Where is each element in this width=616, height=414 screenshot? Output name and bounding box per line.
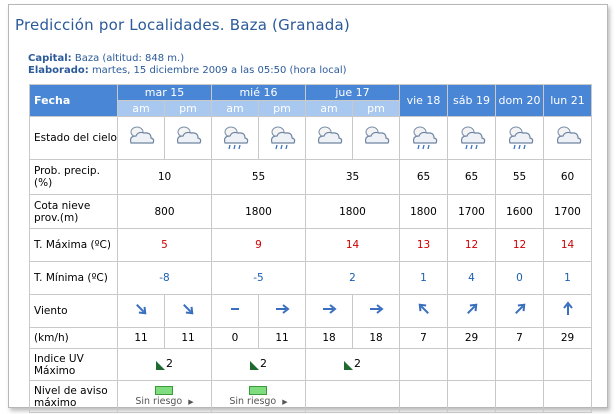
risk-green-icon	[249, 386, 267, 395]
precip-value: 65	[448, 160, 496, 195]
alert-cell-empty	[306, 381, 400, 413]
sky-cell	[259, 117, 306, 160]
row-label-uv: Indice UV Máximo	[30, 349, 118, 381]
tmin-value: 4	[448, 262, 496, 295]
alert-value: Sin riesgo	[229, 396, 277, 407]
elaborado-line	[28, 65, 347, 76]
wind-cell	[353, 295, 400, 328]
wind-row	[30, 295, 592, 328]
elaborado-label: Elaborado:	[28, 65, 89, 76]
arrow-northeast-icon	[464, 301, 480, 321]
tmax-value: 14	[544, 229, 592, 262]
snow-value: 1800	[400, 195, 448, 229]
wind-cell	[306, 295, 353, 328]
wind-speed: 29	[544, 328, 592, 349]
tmin-value: -5	[212, 262, 306, 295]
day-header: sáb 19	[448, 85, 496, 117]
wind-speed: 29	[448, 328, 496, 349]
arrow-east-icon	[368, 301, 384, 321]
cloud-rain-sun-icon	[409, 123, 439, 151]
sky-cell	[544, 117, 592, 160]
snow-value: 1800	[306, 195, 400, 229]
day-header: lun 21	[544, 85, 592, 117]
capital-label: Capital:	[28, 53, 72, 64]
capital-value: Baza (altitud: 848 m.)	[74, 53, 185, 64]
sky-cell	[165, 117, 212, 160]
uv-row	[30, 349, 592, 381]
wind-cell	[448, 295, 496, 328]
pm-header: pm	[353, 101, 400, 117]
sky-cell	[448, 117, 496, 160]
uv-cell-empty	[496, 349, 544, 381]
sky-row	[30, 117, 592, 160]
arrow-east-icon	[274, 301, 290, 321]
sky-cell	[212, 117, 259, 160]
row-label-kmh: (km/h)	[30, 328, 118, 349]
risk-green-icon	[155, 386, 173, 395]
snow-value: 1600	[496, 195, 544, 229]
cloud-sun-icon	[361, 123, 391, 151]
cloud-rain-sun-icon	[267, 123, 297, 151]
tmin-value: 1	[400, 262, 448, 295]
snow-value: 1700	[544, 195, 592, 229]
uv-cell-empty	[544, 349, 592, 381]
uv-value: 2	[354, 356, 361, 370]
tmax-value: 5	[118, 229, 212, 262]
uv-cell-empty	[400, 349, 448, 381]
precip-value: 10	[118, 160, 212, 195]
pm-header: pm	[165, 101, 212, 117]
snow-value: 1800	[212, 195, 306, 229]
row-label-wind: Viento	[30, 295, 118, 328]
tmax-value: 9	[212, 229, 306, 262]
alert-cell-empty	[496, 381, 544, 413]
cloud-sun-icon	[173, 123, 203, 151]
tmax-value: 13	[400, 229, 448, 262]
forecast-card	[8, 4, 608, 408]
pm-header: pm	[259, 101, 306, 117]
tmax-value: 12	[448, 229, 496, 262]
tmax-value: 14	[306, 229, 400, 262]
row-label-tmin: T. Mínima (ºC)	[30, 262, 118, 295]
uv-triangle-icon	[344, 361, 353, 370]
precip-value: 55	[496, 160, 544, 195]
wind-speed: 11	[165, 328, 212, 349]
sky-cell	[400, 117, 448, 160]
am-header: am	[306, 101, 353, 117]
precip-value: 60	[544, 160, 592, 195]
arrow-northwest-icon	[416, 301, 432, 321]
wind-cell	[400, 295, 448, 328]
am-header: am	[118, 101, 165, 117]
snow-value: 1700	[448, 195, 496, 229]
cloud-rain-sun-icon	[505, 123, 535, 151]
row-label-snow: Cota nieve prov.(m)	[30, 195, 118, 229]
alert-row	[30, 381, 592, 413]
wind-speed: 0	[212, 328, 259, 349]
uv-triangle-icon	[250, 361, 259, 370]
uv-value: 2	[166, 356, 173, 370]
cloud-sun-icon	[126, 123, 156, 151]
day-header: mar 15	[118, 85, 212, 101]
tmin-row	[30, 262, 592, 295]
wind-cell	[118, 295, 165, 328]
sky-cell	[353, 117, 400, 160]
tmin-value: 2	[306, 262, 400, 295]
snow-value: 800	[118, 195, 212, 229]
tmax-row	[30, 229, 592, 262]
page-title: Predicción por Localidades. Baza (Granada)	[15, 16, 350, 34]
tmin-value: 1	[544, 262, 592, 295]
wind-cell	[259, 295, 306, 328]
sky-cell	[118, 117, 165, 160]
wind-cell	[544, 295, 592, 328]
tmax-value: 12	[496, 229, 544, 262]
cloud-sun-icon	[314, 123, 344, 151]
uv-cell	[118, 349, 212, 381]
row-label-precip: Prob. precip.(%)	[30, 160, 118, 195]
precip-value: 35	[306, 160, 400, 195]
tmin-value: -8	[118, 262, 212, 295]
arrow-southeast-icon	[180, 301, 196, 321]
day-header: jue 17	[306, 85, 400, 101]
day-header: vie 18	[400, 85, 448, 117]
arrow-north-icon	[560, 301, 576, 321]
wind-speed: 18	[353, 328, 400, 349]
wind-speed: 7	[400, 328, 448, 349]
wind-cell	[496, 295, 544, 328]
chevron-right-icon[interactable]: ▶	[282, 398, 288, 406]
alert-cell[interactable]	[118, 381, 212, 413]
uv-value: 2	[260, 356, 267, 370]
row-label-sky: Estado del cielo	[30, 117, 118, 160]
alert-cell-empty	[544, 381, 592, 413]
wind-cell	[165, 295, 212, 328]
elaborado-value: martes, 15 diciembre 2009 a las 05:50 (hora local)	[91, 65, 347, 76]
arrow-southeast-icon	[133, 301, 149, 321]
row-label-tmax: T. Máxima (ºC)	[30, 229, 118, 262]
calm-dash-icon	[228, 302, 242, 320]
alert-cell[interactable]	[212, 381, 306, 413]
uv-cell	[212, 349, 306, 381]
day-header: mié 16	[212, 85, 306, 101]
sky-cell	[496, 117, 544, 160]
chevron-right-icon[interactable]: ▶	[188, 398, 194, 406]
wind-speed: 18	[306, 328, 353, 349]
fecha-header: Fecha	[30, 85, 118, 117]
wind-speed: 7	[496, 328, 544, 349]
alert-cell-empty	[448, 381, 496, 413]
day-header: dom 20	[496, 85, 544, 117]
snow-row	[30, 195, 592, 229]
am-header: am	[212, 101, 259, 117]
uv-cell	[306, 349, 400, 381]
tmin-value: 0	[496, 262, 544, 295]
uv-cell-empty	[448, 349, 496, 381]
uv-triangle-icon	[156, 361, 165, 370]
alert-cell-empty	[400, 381, 448, 413]
capital-line	[28, 53, 184, 64]
cloud-rain-sun-icon	[220, 123, 250, 151]
wind-speed: 11	[259, 328, 306, 349]
wind-speed: 11	[118, 328, 165, 349]
arrow-east-icon	[321, 301, 337, 321]
forecast-table	[29, 84, 592, 413]
cloud-rain-sun-icon	[457, 123, 487, 151]
row-label-alert: Nivel de aviso máximo	[30, 381, 118, 413]
arrow-northeast-icon	[512, 301, 528, 321]
wind-cell	[212, 295, 259, 328]
sky-cell	[306, 117, 353, 160]
cloud-sun-icon	[553, 123, 583, 151]
kmh-row	[30, 328, 592, 349]
precip-value: 65	[400, 160, 448, 195]
precip-row	[30, 160, 592, 195]
precip-value: 55	[212, 160, 306, 195]
alert-value: Sin riesgo	[135, 396, 183, 407]
